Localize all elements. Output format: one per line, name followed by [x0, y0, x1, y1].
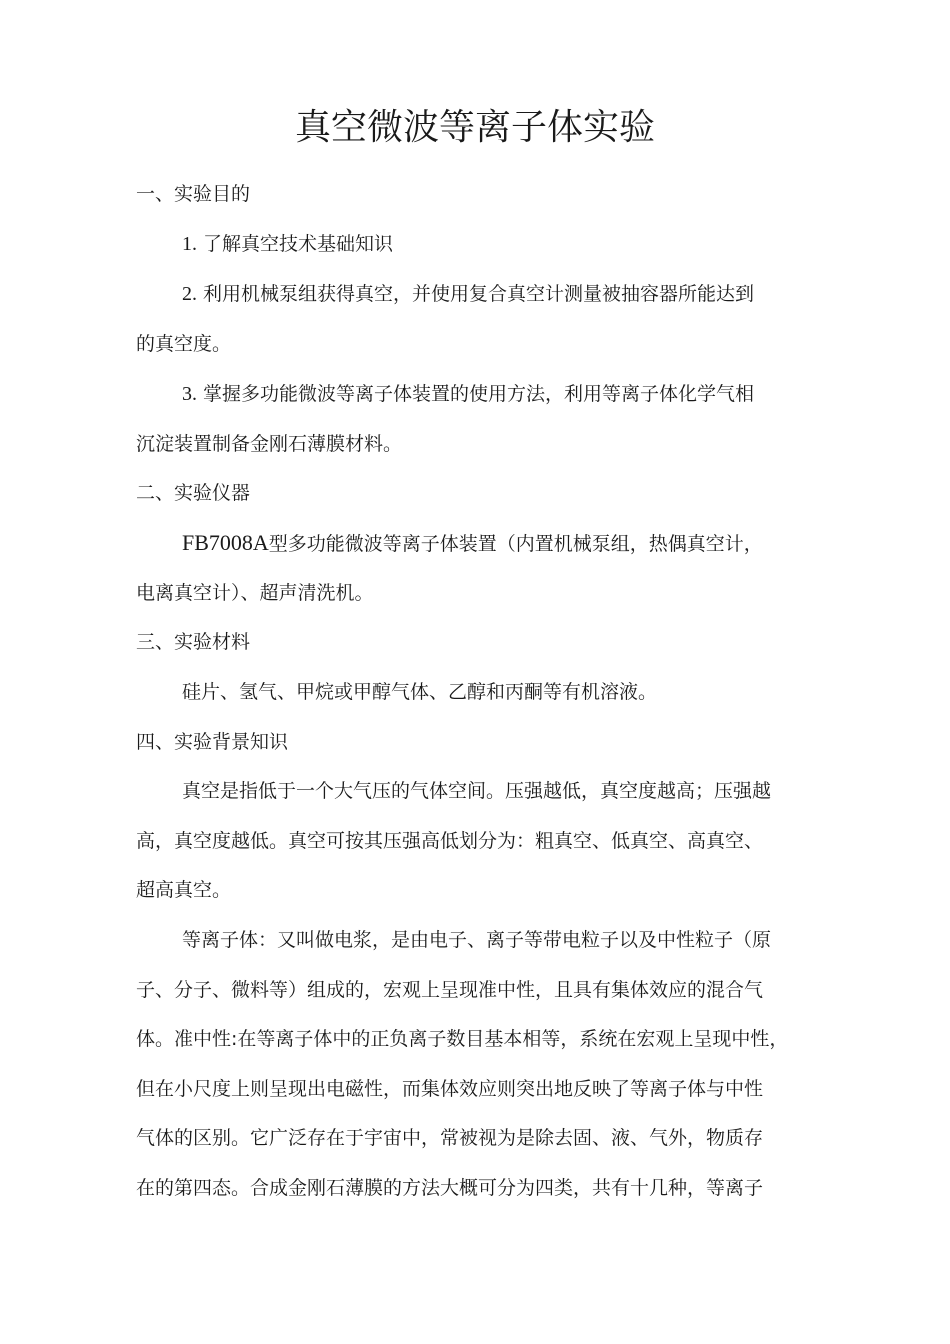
background-paragraph-1-line: 超高真空。: [136, 879, 232, 901]
objective-item-1: [182, 230, 393, 258]
background-paragraph-2-line: 体。准中性:在等离子体中的正负离子数目基本相等，系统在宏观上呈现中性，: [136, 1028, 789, 1050]
document-title: 真空微波等离子体实验: [294, 107, 655, 148]
objective-item-2-continuation: 的真空度。: [136, 333, 232, 355]
background-paragraph-1-line: 高，真空度越低。真空可按其压强高低划分为：粗真空、低真空、高真空、: [136, 830, 764, 852]
objective-text: 掌握多功能微波等离子体装置的使用方法，利用等离子体化学气相: [203, 383, 755, 405]
objective-number: 3.: [182, 383, 197, 405]
section-heading-objectives: 一、实验目的: [136, 183, 251, 205]
objective-item-3: [182, 380, 754, 408]
objective-item-3-continuation: 沉淀装置制备金刚石薄膜材料。: [136, 433, 403, 455]
background-paragraph-2-line: 在的第四态。合成金刚石薄膜的方法大概可分为四类，共有十几种，等离子: [136, 1177, 764, 1199]
background-paragraph-2-line: 气体的区别。它广泛存在于宇宙中，常被视为是除去固、液、气外，物质存: [136, 1127, 764, 1149]
background-paragraph-2-line: 子、分子、微料等）组成的，宏观上呈现准中性，且具有集体效应的混合气: [136, 979, 764, 1001]
instruments-continuation: 电离真空计）、超声清洗机。: [136, 582, 374, 604]
objective-item-2: [182, 280, 754, 308]
objective-number: 1.: [182, 233, 197, 255]
instrument-text: 型多功能微波等离子体装置（内置机械泵组，热偶真空计，: [268, 533, 763, 555]
materials-paragraph: 硅片、氢气、甲烷或甲醇气体、乙醇和丙酮等有机溶液。: [182, 681, 658, 703]
section-heading-background: 四、实验背景知识: [136, 731, 289, 753]
objective-number: 2.: [182, 283, 197, 305]
objective-text: 利用机械泵组获得真空，并使用复合真空计测量被抽容器所能达到: [203, 283, 755, 305]
objective-text: 了解真空技术基础知识: [203, 233, 394, 255]
instrument-model: FB7008A: [182, 530, 269, 555]
background-paragraph-1-line: 真空是指低于一个大气压的气体空间。压强越低，真空度越高；压强越: [182, 780, 772, 802]
section-heading-instruments: 二、实验仪器: [136, 482, 251, 504]
background-paragraph-2-line: 但在小尺度上则呈现出电磁性，而集体效应则突出地反映了等离子体与中性: [136, 1078, 764, 1100]
instruments-paragraph: [182, 529, 763, 558]
background-paragraph-2-line: 等离子体：又叫做电浆，是由电子、离子等带电粒子以及中性粒子（原: [182, 929, 772, 951]
section-heading-materials: 三、实验材料: [136, 631, 251, 653]
